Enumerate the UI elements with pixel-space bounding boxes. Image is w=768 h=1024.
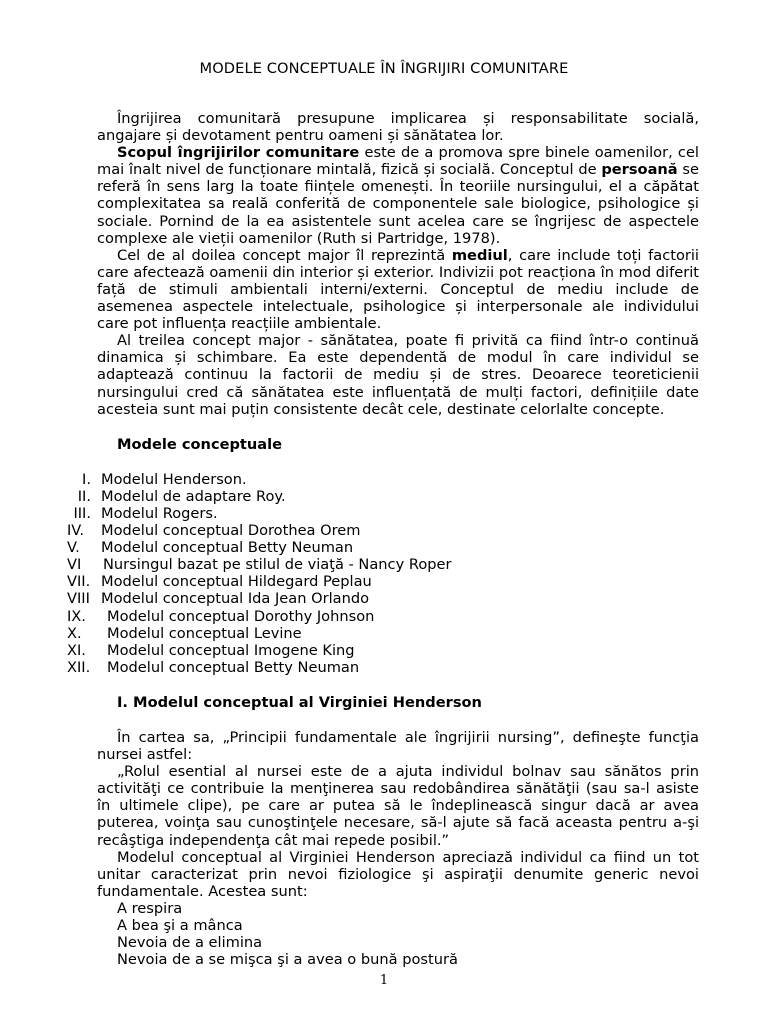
list-item (67, 642, 669, 659)
list-number: III. (73, 504, 91, 522)
needs-list (97, 900, 699, 968)
page-number: 1 (379, 973, 389, 988)
text-env-1: Cel de al doilea concept major îl reprezintă (117, 246, 452, 264)
section-heading-henderson: I. Modelul conceptual al Virginiei Henderson (117, 693, 482, 711)
list-label: Modelul conceptual Levine (107, 624, 302, 642)
list-label: Nursingul bazat pe stilul de viaţă - Nancy Roper (103, 556, 452, 574)
paragraph-book: În cartea sa, „Principii fundamentale ale îngrijirii nursing”, defineşte funcţia nursei astfel: (97, 729, 699, 764)
list-number: XII. (67, 658, 91, 676)
list-item (67, 505, 669, 522)
list-number: IX. (67, 607, 86, 625)
bold-person: persoană (601, 161, 678, 179)
list-item (67, 488, 669, 505)
list-item (67, 573, 669, 590)
paragraph-health: Al treilea concept major - sănătatea, poate fi privită ca fiind într-o continuă dinamica și schimbare. Ea este dependentă de modul în care individul se adaptează continuu la factorii de mediu și de stres. Deoarece teoreticienii nursingului cred că sănătatea este influențată de mulți factori, definițiile date acesteia sunt mai puțin consistente decât cele, destinate celorlalte concepte. (97, 332, 699, 418)
list-number: II. (77, 487, 91, 505)
list-label: Modelul Rogers. (101, 504, 218, 522)
list-number: IV. (67, 522, 85, 540)
list-number: X. (67, 624, 82, 642)
list-label: Modelul conceptual Hildegard Peplau (101, 573, 372, 591)
list-item (67, 522, 669, 539)
list-label: Modelul conceptual Dorothea Orem (101, 522, 361, 540)
list-item (67, 659, 669, 676)
text-scope-1: este de a promova spre binele oamenilor, cel mai înalt nivel de funcționare mintală, fizică și socială. Conceptul de (97, 144, 699, 179)
list-item: A bea şi a mânca (117, 917, 243, 935)
list-label: Modelul conceptual Betty Neuman (101, 539, 354, 557)
list-item (67, 556, 669, 573)
list-item: Nevoia de a se mişca şi a avea o bună postură (117, 951, 458, 969)
models-list (67, 471, 669, 676)
paragraph-scope (97, 144, 699, 247)
list-item (67, 539, 669, 556)
list-item (67, 590, 669, 607)
paragraph-intro: Îngrijirea comunitară presupune implicarea și responsabilitate socială, angajare și devotament pentru oameni și sănătatea lor. (97, 110, 699, 145)
list-label: Modelul conceptual Betty Neuman (107, 658, 360, 676)
section-heading-models: Modele conceptuale (117, 435, 283, 453)
list-number: VIII (67, 590, 90, 608)
list-item (67, 625, 669, 642)
list-item (67, 471, 669, 488)
text-env-2: , care include toți factorii care afectează oamenii din interior și exterior. Indivizii pot reacționa în mod diferit față de stimuli ambientali interni/externi. Conceptul de mediu include de asemenea aspectele intelectuale, psihologice și interpersonale ale individului care pot influența reacțiile ambientale. (97, 246, 699, 333)
list-label: Modelul conceptual Ida Jean Orlando (101, 590, 370, 608)
list-number: XI. (67, 641, 86, 659)
paragraph-quote: „Rolul esential al nursei este de a ajuta individul bolnav sau sănătos prin activităţi ce contribuie la menţinerea sau redobândirea sănătăţii (sau sa-l asiste în ultimele clipe), pe care ar putea să le îndeplinească singur dacă ar avea puterea, voinţa sau cunoştinţele necesare, să-l ajute să facă aceasta pentru a-şi recâştiga independenţa cât mai repede posibil.” (97, 763, 699, 849)
document-body (67, 110, 699, 969)
list-number: I. (82, 470, 91, 488)
list-label: Modelul conceptual Imogene King (107, 641, 355, 659)
text-scope-2: se referă în sens larg la toate ființele omenești. În teoriile nursingului, el a căpătat complexitatea sa reală conferită de componentele sale biologice, psihologice și sociale. Pornind de la ea asistentele sunt acelea care se îngrijesc de aspectele complexe ale vieții oamenilor (Ruth si Partridge, 1978). (97, 161, 699, 247)
document-title: MODELE CONCEPTUALE ÎN ÎNGRIJIRI COMUNITARE (199, 60, 569, 77)
paragraph-model: Modelul conceptual al Virginiei Henderson apreciază individul ca fiind un tot unitar caracterizat prin nevoi fiziologice şi aspiraţii denumite generic nevoi fundamentale. Acestea sunt: (97, 848, 699, 900)
list-label: Modelul Henderson. (101, 470, 247, 488)
list-item: Nevoia de a elimina (117, 934, 263, 952)
bold-environment: mediul (451, 246, 508, 264)
list-label: Modelul de adaptare Roy. (101, 487, 286, 505)
list-number: VII. (67, 573, 91, 591)
paragraph-environment (97, 247, 699, 332)
list-label: Modelul conceptual Dorothy Johnson (107, 607, 375, 625)
list-item: A respira (117, 899, 183, 917)
bold-scope: Scopul îngrijirilor comunitare (117, 144, 360, 162)
list-number: V. (67, 539, 80, 557)
list-item (67, 608, 669, 625)
list-number: VI (67, 556, 82, 574)
